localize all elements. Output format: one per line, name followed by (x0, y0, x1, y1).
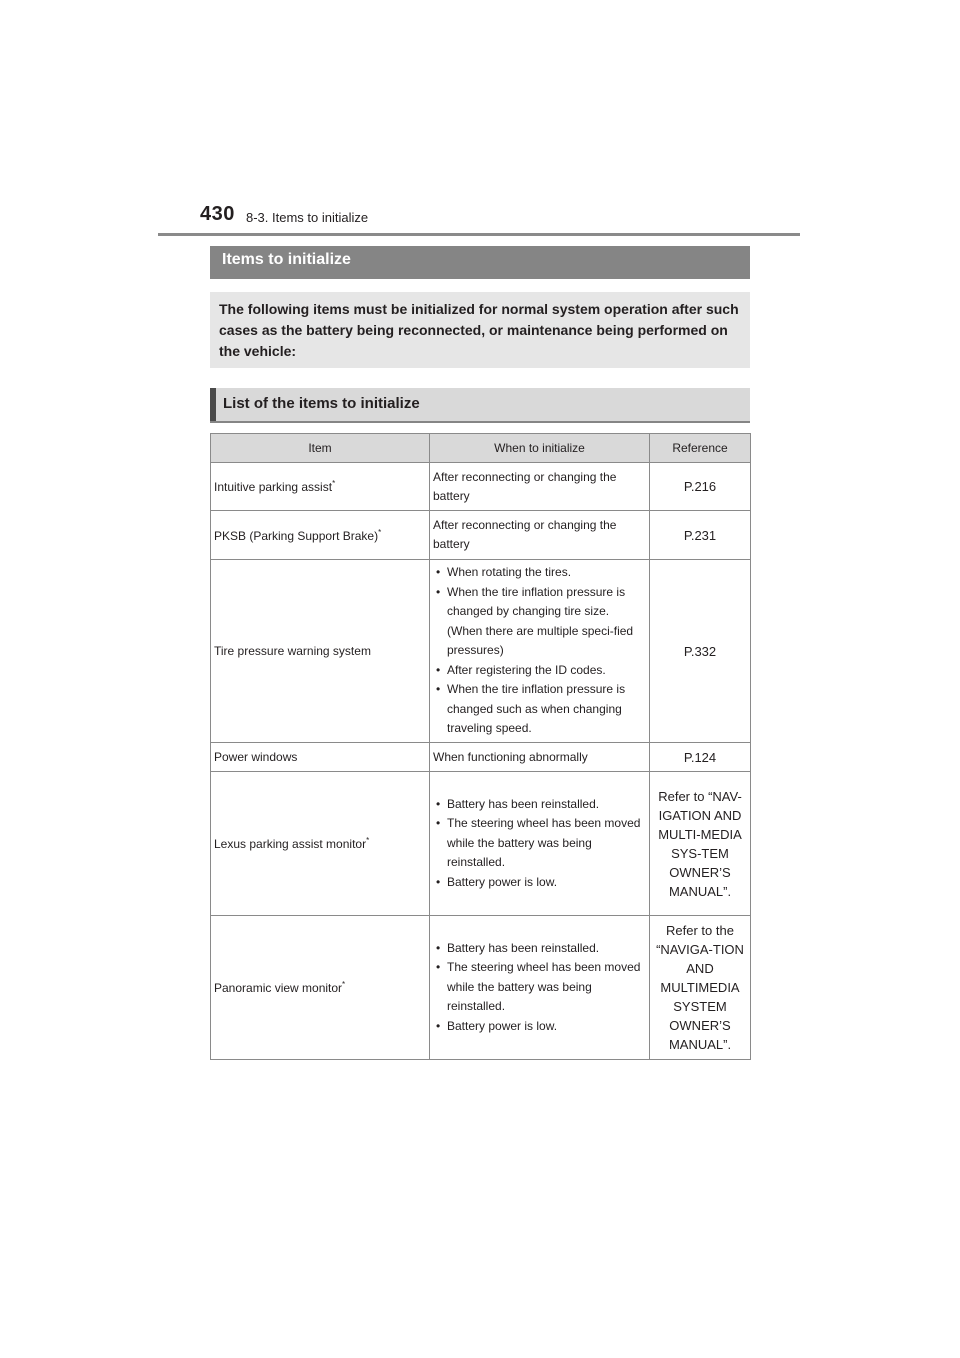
intro-box (210, 292, 750, 368)
page-header (200, 203, 800, 233)
condition-item: • Battery has been reinstalled. (433, 795, 646, 815)
subheading-accent (210, 388, 216, 421)
reference-cell: P.332 (650, 560, 751, 743)
subheading: List of the items to initialize (223, 395, 420, 412)
header-rule (158, 233, 800, 236)
reference-cell: P.231 (650, 511, 751, 560)
section-title-bar (210, 246, 750, 279)
item-name: PKSB (Parking Support Brake) (214, 528, 379, 543)
when-cell: After reconnecting or changing the battery (430, 463, 650, 511)
item-name: Lexus parking assist monitor (214, 837, 367, 851)
condition-list (433, 563, 646, 739)
item-cell (211, 772, 430, 916)
item-name: Intuitive parking assist (214, 480, 333, 494)
condition-item: • When rotating the tires. (433, 563, 646, 583)
condition-list (433, 795, 646, 893)
footnote-asterisk: * (342, 980, 346, 989)
intro-text: The following items must be initialized for normal system operation after such cases as the battery being reconnected, or maintenance being performed on the vehicle: (219, 301, 739, 359)
when-cell: When functioning abnormally (430, 743, 650, 772)
table-row (211, 916, 751, 1060)
col-header-reference: Reference (650, 434, 751, 463)
initialize-table (210, 433, 751, 1060)
table-row (211, 743, 751, 772)
when-cell (430, 916, 650, 1060)
table-row (211, 511, 751, 560)
item-cell (211, 743, 430, 772)
subheading-bar (210, 388, 750, 423)
condition-item: • The steering wheel has been moved while the battery was being reinstalled. (433, 958, 646, 1017)
condition-item: • When the tire inflation pressure is changed by changing tire size. (When there are multiple speci-fied pressures) (433, 583, 646, 661)
condition-item: • The steering wheel has been moved while the battery was being reinstalled. (433, 814, 646, 873)
item-name: Tire pressure warning system (214, 644, 371, 658)
reference-cell: Refer to the “NAVIGA-TION AND MULTIMEDIA SYSTEM OWNER’S MANUAL”. (650, 916, 751, 1060)
col-header-when: When to initialize (430, 434, 650, 463)
condition-item: • When the tire inflation pressure is changed such as when changing traveling speed. (433, 680, 646, 739)
footnote-asterisk: * (332, 479, 336, 488)
condition-item: • Battery has been reinstalled. (433, 939, 646, 959)
footnote-asterisk: * (366, 836, 370, 845)
item-cell (211, 511, 430, 560)
reference-cell: P.124 (650, 743, 751, 772)
when-cell (430, 560, 650, 743)
table-row (211, 463, 751, 511)
item-cell (211, 463, 430, 511)
table-header-row (211, 434, 751, 463)
condition-item: • After registering the ID codes. (433, 661, 646, 681)
when-cell (430, 772, 650, 916)
item-cell (211, 916, 430, 1060)
item-cell (211, 560, 430, 743)
condition-list (433, 939, 646, 1037)
when-cell: After reconnecting or changing the battery (430, 511, 650, 560)
item-name: Power windows (214, 750, 298, 764)
footnote-asterisk: * (378, 527, 382, 537)
page-number: 430 (200, 203, 235, 225)
reference-cell: P.216 (650, 463, 751, 511)
condition-item: • Battery power is low. (433, 1017, 646, 1037)
reference-cell: Refer to “NAV-IGATION AND MULTI-MEDIA SYS-TEM OWNER’S MANUAL”. (650, 772, 751, 916)
col-header-item: Item (211, 434, 430, 463)
table-row (211, 560, 751, 743)
condition-item: • Battery power is low. (433, 873, 646, 893)
item-name: Panoramic view monitor (214, 981, 343, 995)
table-row (211, 772, 751, 916)
section-title: Items to initialize (222, 251, 351, 268)
section-label: 8-3. Items to initialize (246, 210, 369, 225)
